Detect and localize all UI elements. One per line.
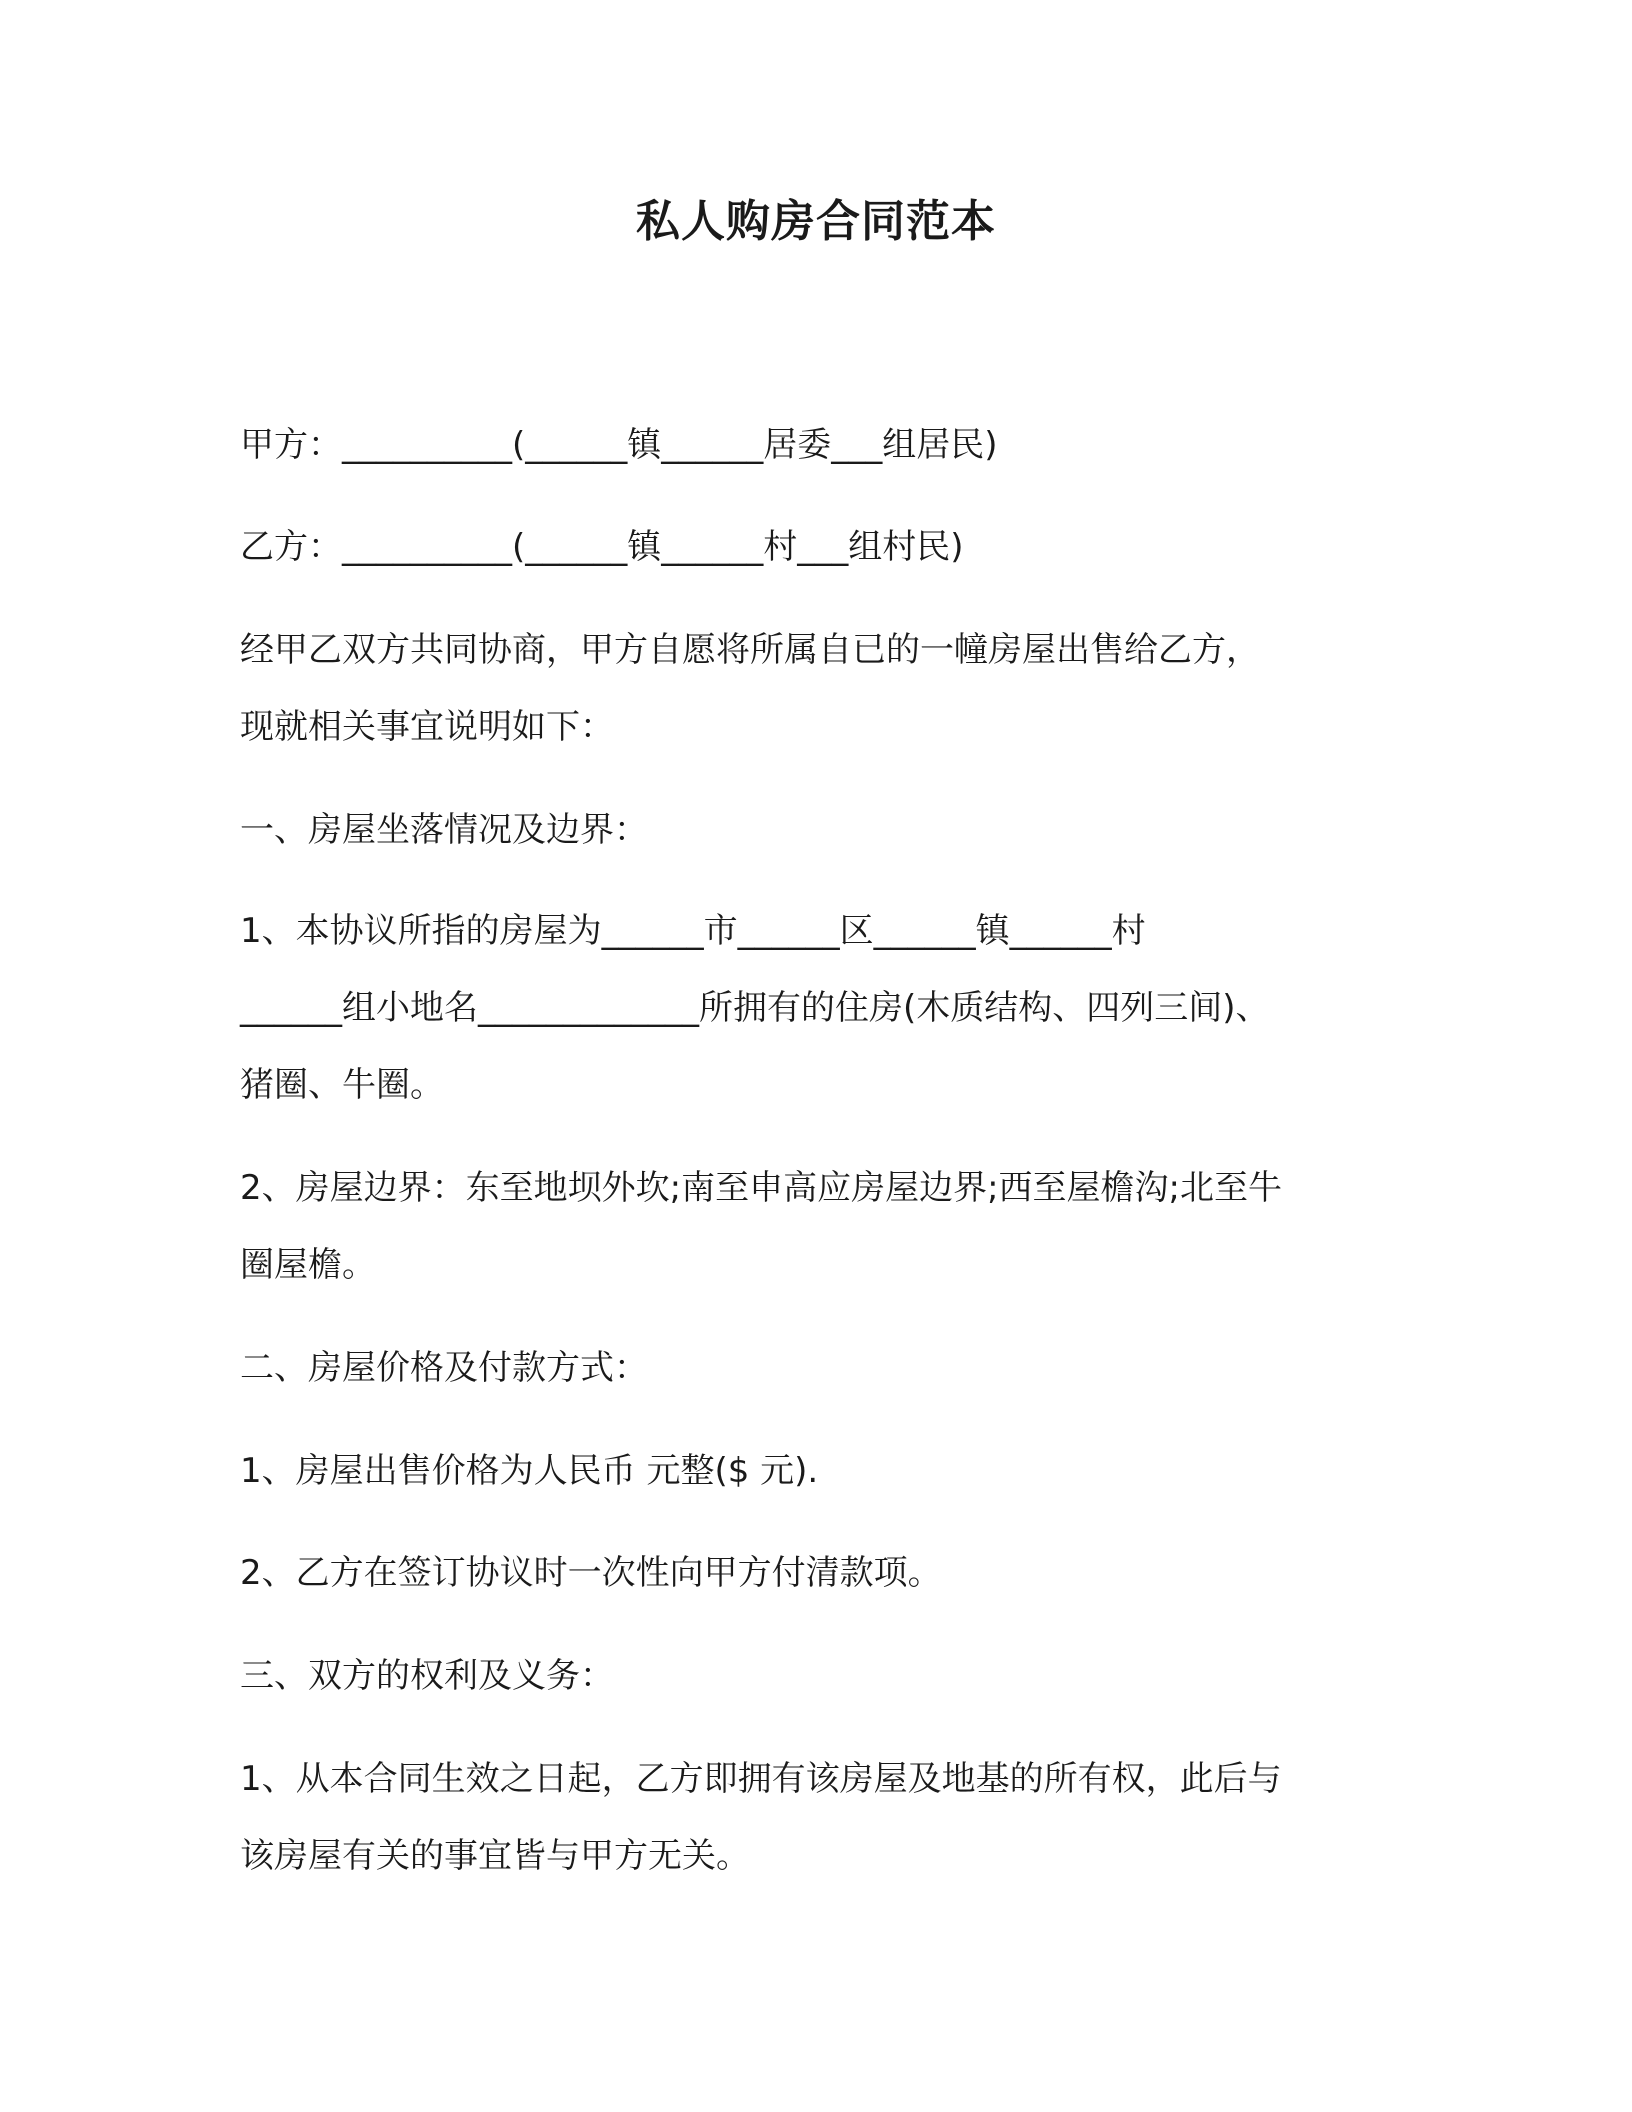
clause-1-1-line-2: ______组小地名_____________所拥有的住房(木质结构、四列三间)、 [240, 988, 1270, 1028]
clause-3-1-line-2: 该房屋有关的事宜皆与甲方无关。 [240, 1836, 750, 1876]
intro-line-2: 现就相关事宜说明如下： [240, 707, 614, 747]
clause-1-1-line-1: 1、本协议所指的房屋为______市______区______镇______村 [240, 911, 1146, 951]
intro-line-1: 经甲乙双方共同协商，甲方自愿将所属自已的一幢房屋出售给乙方， [240, 630, 1260, 670]
document-title: 私人购房合同范本 [636, 196, 996, 247]
section-3-heading: 三、双方的权利及义务： [240, 1656, 614, 1696]
clause-2-1: 1、房屋出售价格为人民币 元整($ 元). [240, 1451, 819, 1491]
section-2-heading: 二、房屋价格及付款方式： [240, 1348, 648, 1388]
party-a-line: 甲方：__________(______镇______居委___组居民) [240, 425, 998, 465]
clause-3-1-line-1: 1、从本合同生效之日起，乙方即拥有该房屋及地基的所有权，此后与 [240, 1759, 1282, 1799]
clause-1-2-line-2: 圈屋檐。 [240, 1245, 376, 1285]
clause-1-2-line-1: 2、房屋边界：东至地坝外坎;南至申高应房屋边界;西至屋檐沟;北至牛 [240, 1168, 1282, 1208]
section-1-heading: 一、房屋坐落情况及边界： [240, 810, 648, 850]
clause-1-1-line-3: 猪圈、牛圈。 [240, 1065, 444, 1105]
clause-2-2: 2、乙方在签订协议时一次性向甲方付清款项。 [240, 1553, 942, 1593]
party-b-line: 乙方：__________(______镇______村___组村民) [240, 527, 964, 567]
